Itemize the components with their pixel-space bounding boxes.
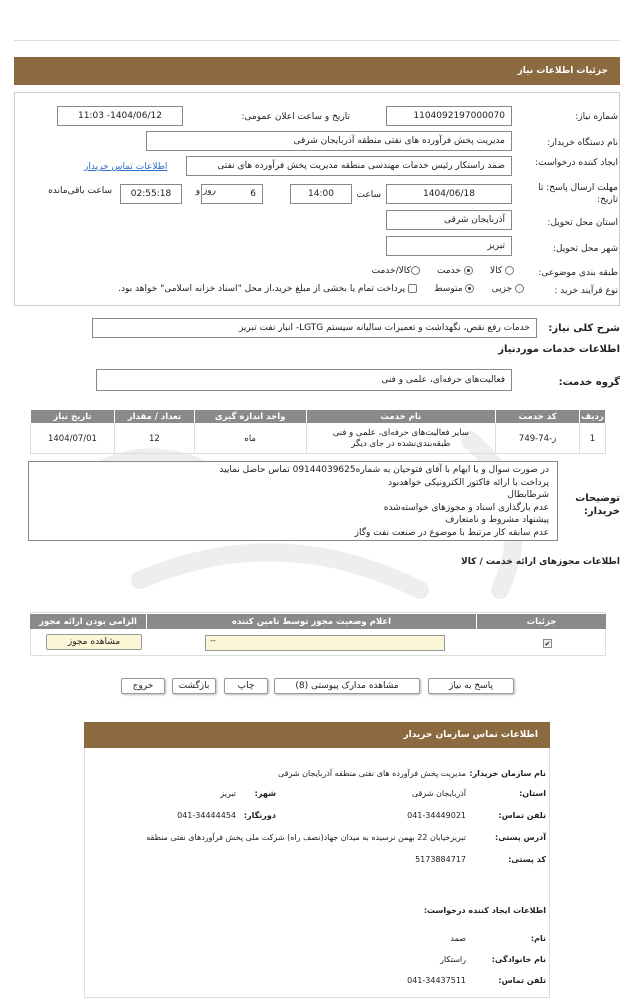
- print-button[interactable]: چاپ: [224, 678, 268, 694]
- creator-phone-value: 041-34437511: [407, 976, 466, 985]
- need-number-field: 1104092197000070: [386, 106, 512, 126]
- category-radio-both[interactable]: کالا/خدمت: [372, 266, 420, 276]
- category-label: طبقه بندی موضوعی:: [538, 268, 618, 278]
- service-group-field: فعالیت‌های حرفه‌ای، علمی و فنی: [96, 369, 512, 391]
- page-title: جزئیات اطلاعات نیاز: [517, 66, 608, 76]
- buyer-org-field: مدیریت پخش فرآورده های نفتی منطقه آذربایجان شرقی: [146, 131, 512, 151]
- note-line: پرداخت با ارائه فاکتور الکترونیکی خواهدبود: [388, 477, 549, 488]
- col-unit: واحد اندازه گیری: [194, 410, 306, 424]
- col-index: ردیف: [581, 411, 604, 422]
- deadline-label: مهلت ارسال پاسخ: تا تاریخ:: [538, 183, 618, 205]
- services-heading: اطلاعات خدمات موردنیاز: [498, 344, 620, 355]
- note-line: عدم سابقه کار مرتبط با موضوع در صنعت نفت وگاز: [354, 527, 549, 538]
- note-line: عدم بارگذاری اسناد و مجوزهای خواسته‌شده: [383, 502, 549, 513]
- buyer-notes-box: [28, 461, 558, 541]
- permits-heading: اطلاعات مجوزهای ارائه خدمت / کالا: [461, 557, 620, 567]
- col-name: نام خدمت: [306, 410, 496, 424]
- creator-info-heading: اطلاعات ایجاد کننده درخواست:: [423, 906, 546, 915]
- contact-fax-label: دورنگار:: [243, 811, 276, 820]
- note-line: در صورت سوال و یا ابهام با آقای فتوحیان به شماره09144039625 تماس حاصل نمایید: [219, 465, 549, 475]
- creator-field: صمد راستکار رئیس خدمات مهندسی منطقه مدیریت پخش فرآورده های نفتی: [186, 156, 512, 176]
- contact-city-value: تبریز: [220, 789, 236, 798]
- days-left-field: 6: [201, 184, 263, 204]
- contact-org-label: نام سازمان خریدار:: [469, 769, 546, 778]
- contact-postal-label: کد پستی:: [508, 855, 546, 864]
- creator-family-value: راستکار: [440, 955, 466, 964]
- permit-status-field: --: [205, 635, 445, 651]
- deadline-time-label: ساعت: [356, 190, 381, 200]
- buyer-contact-link[interactable]: اطلاعات تماس خریدار: [84, 162, 168, 172]
- contact-phone-label: تلفن تماس:: [498, 811, 546, 820]
- city-label: شهر محل تحویل:: [552, 244, 618, 254]
- page-title-bar: [14, 57, 620, 85]
- col-code: کد خدمت: [496, 410, 580, 424]
- contact-org-value: مدیریت پخش فرآورده های نفتی منطقه آذربایجان شرقی: [277, 769, 466, 778]
- col-qty: تعداد / مقدار: [114, 410, 194, 424]
- need-number-label: شماره نیاز:: [575, 112, 618, 122]
- remaining-label: ساعت باقی‌مانده: [48, 186, 112, 196]
- row-index: 1: [580, 424, 606, 454]
- creator-name-label: نام:: [530, 934, 546, 943]
- process-label: نوع فرآیند خرید :: [554, 286, 618, 296]
- contact-city-label: شهر:: [254, 789, 276, 798]
- row-unit: ماه: [194, 424, 306, 454]
- process-radio-minor[interactable]: جزیی: [492, 284, 524, 294]
- exit-button[interactable]: خروج: [121, 678, 165, 694]
- summary-label: شرح کلی نیاز:: [548, 323, 620, 334]
- row-qty: 12: [114, 424, 194, 454]
- table-row: [31, 424, 606, 454]
- category-radio-goods[interactable]: کالا: [490, 266, 514, 276]
- buyer-notes-label: توضیحات خریدار:: [575, 493, 620, 517]
- service-group-label: گروه خدمت:: [558, 377, 620, 388]
- category-radio-group: [372, 266, 514, 276]
- row-date: 1404/07/01: [31, 424, 115, 454]
- permit-required-checkbox[interactable]: ✔: [544, 640, 551, 648]
- row-name-line1: سایر فعالیت‌های حرفه‌ای، علمی و فنی: [332, 427, 469, 438]
- treasury-checkbox[interactable]: [408, 284, 417, 294]
- permit-col-status: اعلام وضعیت مجوز توسط نامین کننده: [146, 614, 476, 629]
- permit-col-required: الزامی بودن ارائه مجوز: [30, 614, 146, 629]
- province-field: آذربایجان شرقی: [386, 210, 512, 230]
- contact-frame: [84, 748, 550, 998]
- row-code: ز-74-749: [496, 424, 580, 454]
- creator-name-value: صمد: [450, 934, 466, 943]
- contact-address-value: تبریزخیابان 22 بهمن نرسیده به میدان جهاد(نصف راه) شرکت ملی پخش فرآوردهای نفتی منطقه: [146, 833, 466, 842]
- deadline-date-field: 1404/06/18: [386, 184, 512, 204]
- days-label: روز و: [195, 186, 216, 196]
- remaining-time-field: 02:55:18: [120, 184, 182, 204]
- creator-label: ایجاد کننده درخواست:: [535, 158, 618, 168]
- announce-date-label: تاریخ و ساعت اعلان عمومی:: [241, 112, 350, 122]
- process-radio-group: [118, 284, 524, 294]
- buyer-org-label: نام دستگاه خریدار:: [547, 138, 618, 148]
- services-table: [30, 409, 606, 454]
- creator-family-label: نام خانوادگی:: [491, 955, 546, 964]
- announce-date-field: 1404/06/12- 11:03: [57, 106, 183, 126]
- contact-phone-value: 041-34449021: [407, 811, 466, 820]
- row-name: [306, 424, 496, 454]
- creator-phone-label: تلفن تماس:: [498, 976, 546, 985]
- services-table-header: [31, 410, 606, 424]
- process-radio-medium[interactable]: متوسط: [434, 284, 474, 294]
- contact-heading: اطلاعات تماس سازمان خریدار: [403, 730, 538, 740]
- treasury-note: پرداخت تمام یا بخشی از مبلغ خرید،از محل "اسناد خزانه اسلامی" خواهد بود.: [118, 284, 406, 294]
- contact-fax-value: 041-34444454: [177, 811, 236, 820]
- back-button[interactable]: بازگشت: [172, 678, 216, 694]
- city-field: تبریز: [386, 236, 512, 256]
- permits-table-header: [30, 614, 606, 629]
- reply-button[interactable]: پاسخ به نیاز: [428, 678, 514, 694]
- note-line: شرطابطال: [507, 490, 549, 500]
- col-date: تاریخ نیاز: [31, 410, 115, 424]
- province-label: استان محل تحویل:: [547, 218, 618, 228]
- attachments-button[interactable]: مشاهده مدارک پیوستی (8): [274, 678, 420, 694]
- contact-postal-value: 5173884717: [415, 855, 466, 864]
- row-name-line2: طبقه‌بندی‌نشده در جای دیگر: [351, 438, 451, 449]
- permit-col-details: جزئیات: [476, 614, 606, 629]
- summary-field: خدمات رفع نقص، نگهداشت و تعمیرات سالیانه سیستم LGTG- انبار نفت تبریز: [92, 318, 537, 338]
- top-divider: [14, 40, 620, 41]
- contact-heading-bar: [84, 722, 550, 748]
- contact-province-value: آذربایجان شرقی: [411, 789, 466, 798]
- contact-address-label: آدرس پستی:: [495, 833, 546, 842]
- contact-province-label: استان:: [519, 789, 546, 798]
- note-line: پیشنهاد مشروط و نامتعارف: [445, 515, 549, 525]
- view-permit-button[interactable]: مشاهده مجوز: [46, 634, 142, 650]
- category-radio-service[interactable]: خدمت: [437, 266, 473, 276]
- deadline-time-field: 14:00: [290, 184, 352, 204]
